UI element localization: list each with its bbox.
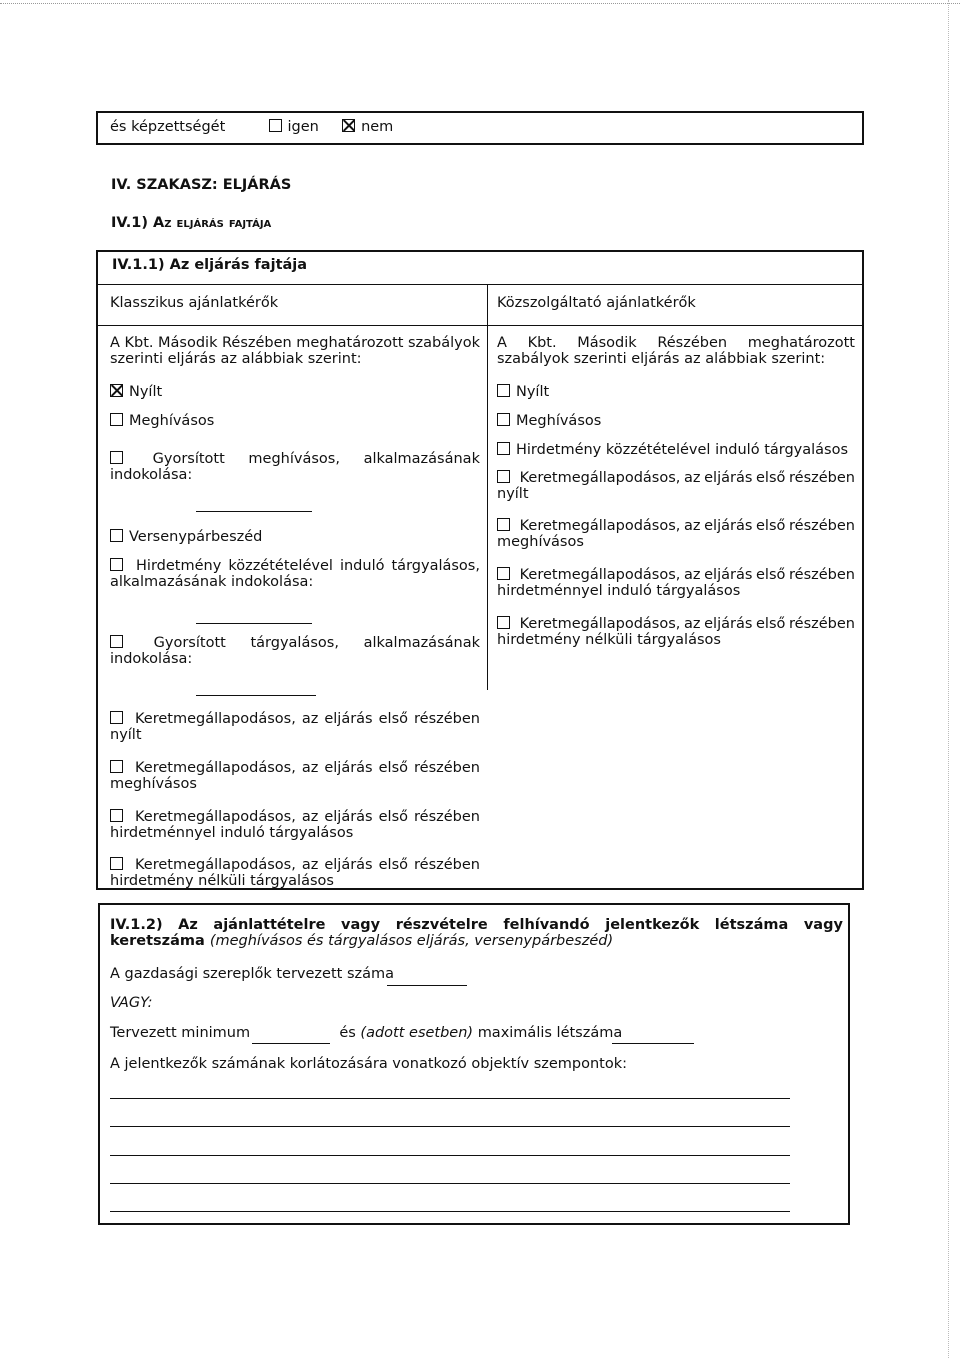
- criteria-line-1[interactable]: [110, 1098, 790, 1099]
- section-subtitle: IV.1) Az eljárás fajtája: [111, 215, 272, 231]
- left-dialogue-checkbox[interactable]: [110, 529, 123, 542]
- left-fw-neg-notice-option: Keretmegállapodásos, az eljárás első részében hirdetménnyel induló tárgyalásos: [110, 809, 480, 841]
- right-fw-open-checkbox[interactable]: [497, 470, 510, 483]
- qualification-box: [96, 111, 864, 145]
- right-fw-open-option: Keretmegállapodásos, az eljárás első részében nyílt: [497, 470, 855, 502]
- left-fw-restricted-checkbox[interactable]: [110, 760, 123, 773]
- criteria-line-4[interactable]: [110, 1183, 790, 1184]
- left-neg-notice-justification-line: [196, 623, 312, 624]
- left-dialogue-option: Versenypárbeszéd: [110, 529, 262, 545]
- left-open-option: Nyílt: [110, 384, 162, 400]
- right-fw-neg-no-notice-checkbox[interactable]: [497, 616, 510, 629]
- criteria-line-5[interactable]: [110, 1211, 790, 1212]
- table-title-divider: [98, 284, 862, 285]
- qualification-label: és képzettségét: [110, 119, 226, 135]
- no-label: nem: [361, 119, 394, 135]
- left-neg-notice-checkbox[interactable]: [110, 558, 123, 571]
- right-fw-neg-notice-checkbox[interactable]: [497, 567, 510, 580]
- right-fw-restricted-checkbox[interactable]: [497, 518, 510, 531]
- table-header-divider: [98, 325, 862, 326]
- no-checkbox[interactable]: [342, 119, 355, 132]
- left-fw-neg-no-notice-option: Keretmegállapodásos, az eljárás első részében hirdetmény nélküli tárgyalásos: [110, 857, 480, 889]
- left-fw-open-option: Keretmegállapodásos, az eljárás első részében nyílt: [110, 711, 480, 743]
- left-restricted-checkbox[interactable]: [110, 413, 123, 426]
- iv12-title: IV.1.2) Az ajánlattételre vagy részvételre felhívandó jelentkezők létszáma vagy keretszáma (meghívásos és tárgyalásos eljárás, versenypárbeszéd): [110, 917, 843, 949]
- scan-right-edge: [948, 0, 949, 1358]
- yes-label: igen: [287, 119, 319, 135]
- right-header: Közszolgáltató ajánlatkérők: [497, 295, 696, 311]
- right-neg-notice-checkbox[interactable]: [497, 442, 510, 455]
- left-accel-neg-checkbox[interactable]: [110, 635, 123, 648]
- table-title: IV.1.1) Az eljárás fajtája: [112, 257, 308, 273]
- right-restricted-checkbox[interactable]: [497, 413, 510, 426]
- left-intro: [110, 335, 480, 367]
- left-accel-neg-justification-line: [196, 695, 316, 696]
- right-open-checkbox[interactable]: [497, 384, 510, 397]
- or-label: VAGY:: [110, 995, 153, 1011]
- right-open-option: Nyílt: [497, 384, 549, 400]
- criteria-label: A jelentkezők számának korlátozására vonatkozó objektív szempontok:: [110, 1056, 628, 1072]
- right-restricted-option: Meghívásos: [497, 413, 601, 429]
- left-accel-restricted-option: Gyorsított meghívásos, alkalmazásának indokolása:: [110, 451, 480, 483]
- right-intro: A Kbt. Második Részében meghatározott szabályok szerinti eljárás az alábbiak szerint:: [497, 335, 855, 367]
- min-max-row: Tervezett minimum és (adott esetben) maximális létszáma: [110, 1025, 623, 1041]
- right-fw-restricted-option: Keretmegállapodásos, az eljárás első részében meghívásos: [497, 518, 855, 550]
- left-open-checkbox[interactable]: [110, 384, 123, 397]
- planned-number-field[interactable]: [387, 985, 467, 986]
- right-neg-notice-option: Hirdetmény közzétételével induló tárgyalásos: [497, 442, 848, 458]
- table-column-divider: [487, 284, 488, 690]
- max-field[interactable]: [612, 1043, 694, 1044]
- left-fw-restricted-option: Keretmegállapodásos, az eljárás első részében meghívásos: [110, 760, 480, 792]
- left-intro-line2: szerinti eljárás az alábbiak szerint:: [110, 351, 362, 367]
- left-fw-neg-notice-checkbox[interactable]: [110, 809, 123, 822]
- right-fw-neg-no-notice-option: Keretmegállapodásos, az eljárás első részében hirdetmény nélküli tárgyalásos: [497, 616, 855, 648]
- section-title: IV. SZAKASZ: ELJÁRÁS: [111, 177, 292, 193]
- left-fw-neg-no-notice-checkbox[interactable]: [110, 857, 123, 870]
- left-neg-notice-option: Hirdetmény közzétételével induló tárgyalásos, alkalmazásának indokolása:: [110, 558, 480, 590]
- min-field[interactable]: [252, 1043, 330, 1044]
- criteria-line-2[interactable]: [110, 1126, 790, 1127]
- left-header: Klasszikus ajánlatkérők: [110, 295, 279, 311]
- left-accel-neg-option: Gyorsított tárgyalásos, alkalmazásának indokolása:: [110, 635, 480, 667]
- planned-number-row: A gazdasági szereplők tervezett száma: [110, 966, 395, 982]
- criteria-line-3[interactable]: [110, 1155, 790, 1156]
- right-fw-neg-notice-option: Keretmegállapodásos, az eljárás első részében hirdetménnyel induló tárgyalásos: [497, 567, 855, 599]
- left-fw-open-checkbox[interactable]: [110, 711, 123, 724]
- left-accel-restricted-justification-line: [196, 511, 312, 512]
- left-intro-line1: A Kbt. Második Részében meghatározott szabályok: [110, 335, 480, 351]
- left-restricted-option: Meghívásos: [110, 413, 214, 429]
- yes-checkbox[interactable]: [269, 119, 282, 132]
- left-accel-restricted-checkbox[interactable]: [110, 451, 123, 464]
- scan-top-edge: [0, 3, 960, 4]
